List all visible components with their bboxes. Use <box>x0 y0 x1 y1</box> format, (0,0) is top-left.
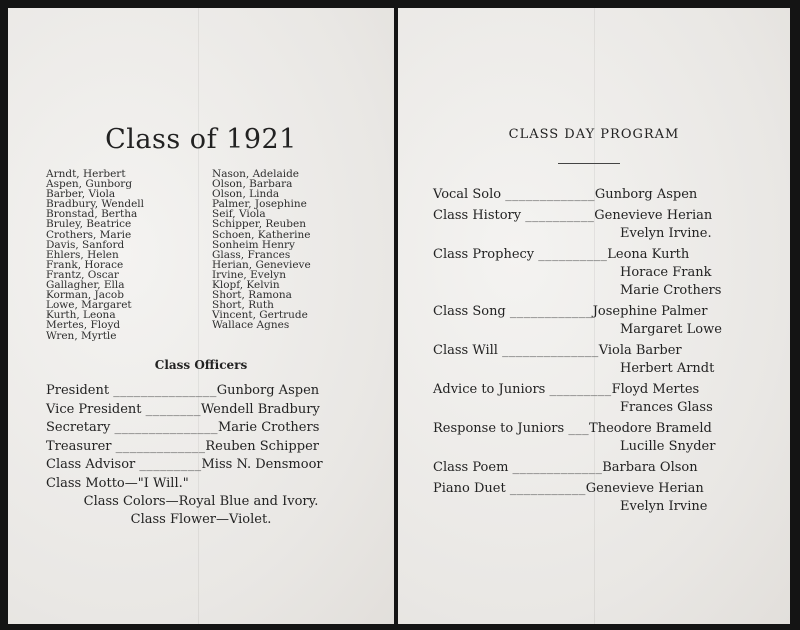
officer-row <box>46 456 323 475</box>
program-performer: Gunborg Aspen <box>594 187 698 202</box>
class-flower: Class Flower—Violet. <box>130 512 272 527</box>
program-performer: Floyd Mertes <box>611 382 700 397</box>
roster-name: Short, Ramona <box>212 289 292 302</box>
program-event: Class History <box>433 208 526 223</box>
roster-name: Bradbury, Wendell <box>46 198 144 211</box>
roster-name: Wallace Agnes <box>212 319 290 332</box>
roster-name: Bronstad, Bertha <box>46 208 138 221</box>
program-item <box>433 186 722 204</box>
roster-name: Barber, Viola <box>46 188 116 201</box>
roster-name: Wren, Myrtle <box>46 329 117 342</box>
roster-name: Seif, Viola <box>212 208 266 221</box>
program-line <box>433 459 722 477</box>
program-line <box>433 186 722 204</box>
roster-name: Herian, Genevieve <box>212 258 311 271</box>
roster-name: Arndt, Herbert <box>46 168 126 180</box>
program-performer: Genevieve Herian <box>585 481 704 496</box>
leader-dashes: _________ <box>549 382 612 397</box>
leader-dashes: __________ <box>538 247 608 262</box>
roster-name: Mertes, Floyd <box>46 319 121 332</box>
class-colors: Class Colors—Royal Blue and Ivory. <box>83 494 319 509</box>
officer-name: Miss N. Densmoor <box>201 457 323 473</box>
program-item <box>433 342 722 378</box>
roster-name: Vincent, Gertrude <box>212 309 308 322</box>
program-event: Piano Duet <box>433 481 510 496</box>
officers-heading: Class Officers <box>154 358 248 372</box>
program-performer: Evelyn Irvine. <box>620 226 712 241</box>
left-page <box>8 8 394 624</box>
roster-name: Olson, Barbara <box>212 178 293 191</box>
roster-name: Crothers, Marie <box>46 228 132 241</box>
officer-role: Class Advisor <box>46 457 140 473</box>
roster-name: Palmer, Josephine <box>212 198 307 211</box>
roster-name: Nason, Adelaide <box>212 168 300 180</box>
leader-dashes: _________ <box>139 457 202 473</box>
roster-name: Aspen, Gunborg <box>46 178 133 191</box>
program-event: Class Will <box>433 343 503 358</box>
program-item <box>433 420 722 456</box>
program-performer: Evelyn Irvine <box>620 499 708 514</box>
officer-name: Gunborg Aspen <box>216 383 320 398</box>
program-event: Class Poem <box>433 460 513 475</box>
program-performer: Margaret Lowe <box>620 322 722 337</box>
roster-name: Ehlers, Helen <box>46 248 119 261</box>
program-performer: Lucille Snyder <box>620 439 716 454</box>
program-item <box>433 303 722 339</box>
officer-row <box>46 438 323 457</box>
officer-row <box>46 382 323 401</box>
program-performer: Josephine Palmer <box>592 304 708 319</box>
program-item <box>433 207 722 243</box>
leader-dashes: ________ <box>145 401 201 417</box>
program-line <box>433 207 722 225</box>
roster-name: Davis, Sanford <box>46 238 125 251</box>
leader-dashes: _____________ <box>505 187 595 202</box>
program-item <box>433 381 722 417</box>
leader-dashes: __________ <box>525 208 595 223</box>
program-performer: Viola Barber <box>598 343 682 358</box>
program-performer: Herbert Arndt <box>620 361 715 376</box>
program-event: Class Prophecy <box>433 247 539 262</box>
program-line <box>433 246 722 264</box>
program-performer: Leona Kurth <box>607 247 690 262</box>
leader-dashes: ____________ <box>509 304 593 319</box>
program-event: Vocal Solo <box>433 187 506 202</box>
roster-name: Kurth, Leona <box>46 309 116 322</box>
leader-dashes: ______________ <box>502 343 599 358</box>
roster-name: Klopf, Kelvin <box>212 279 280 292</box>
page-fold-line <box>198 8 199 624</box>
program-performer: Frances Glass <box>620 400 713 415</box>
roster-name: Lowe, Margaret <box>46 299 132 312</box>
program-performer: Theodore Brameld <box>589 421 712 436</box>
right-page <box>398 8 790 624</box>
class-title: Class of 1921 <box>105 124 297 155</box>
leader-dashes: _____________ <box>115 438 206 454</box>
roster-name: Olson, Linda <box>212 188 280 201</box>
program-item <box>433 246 722 300</box>
leader-dashes: _______________ <box>114 420 218 436</box>
roster-name: Short, Ruth <box>212 299 274 312</box>
officers-list <box>46 382 323 494</box>
roster-name: Irvine, Evelyn <box>212 268 286 281</box>
program-performer: Barbara Olson <box>602 460 698 475</box>
officer-role: Vice President <box>46 401 146 417</box>
program-line <box>433 480 722 498</box>
program-event: Advice to Juniors <box>433 382 550 397</box>
program-line <box>433 420 722 438</box>
program-line <box>433 381 722 399</box>
program-performer: Marie Crothers <box>620 283 722 298</box>
program-list <box>433 186 722 519</box>
title-rule <box>558 163 620 164</box>
program-event: Class Song <box>433 304 510 319</box>
roster-name: Sonheim Henry <box>212 238 295 251</box>
program-item <box>433 459 722 477</box>
roster-column-left <box>46 169 144 341</box>
program-event: Response to Juniors <box>433 421 569 436</box>
roster-name: Schoen, Katherine <box>212 228 311 241</box>
roster-name: Frantz, Oscar <box>46 268 119 281</box>
officer-name: Reuben Schipper <box>205 438 319 454</box>
program-item <box>433 480 722 516</box>
roster-name: Korman, Jacob <box>46 289 124 302</box>
officer-role: Secretary <box>46 420 115 436</box>
roster-name: Bruley, Beatrice <box>46 218 132 231</box>
program-performer: Genevieve Herian <box>594 208 713 223</box>
program-line <box>433 342 722 360</box>
program-line <box>433 303 722 321</box>
program-title: CLASS DAY PROGRAM <box>508 127 680 142</box>
program-performer: Horace Frank <box>620 265 712 280</box>
leader-dashes: ___ <box>568 421 590 436</box>
officer-role: President <box>46 383 114 398</box>
officer-role: Treasurer <box>46 438 116 454</box>
officer-row <box>46 401 323 420</box>
roster-name: Gallagher, Ella <box>46 279 125 292</box>
roster-name: Glass, Frances <box>212 248 291 261</box>
roster-name: Schipper, Reuben <box>212 218 306 231</box>
leader-dashes: _____________ <box>512 460 603 475</box>
class-motto: Class Motto—"I Will." <box>46 475 189 491</box>
officer-row <box>46 419 323 438</box>
leader-dashes: _______________ <box>113 383 217 398</box>
leader-dashes: ___________ <box>509 481 586 496</box>
roster-column-right <box>212 169 311 331</box>
officer-name: Marie Crothers <box>217 420 320 436</box>
roster-name: Frank, Horace <box>46 258 124 271</box>
officer-name: Wendell Bradbury <box>200 401 320 417</box>
